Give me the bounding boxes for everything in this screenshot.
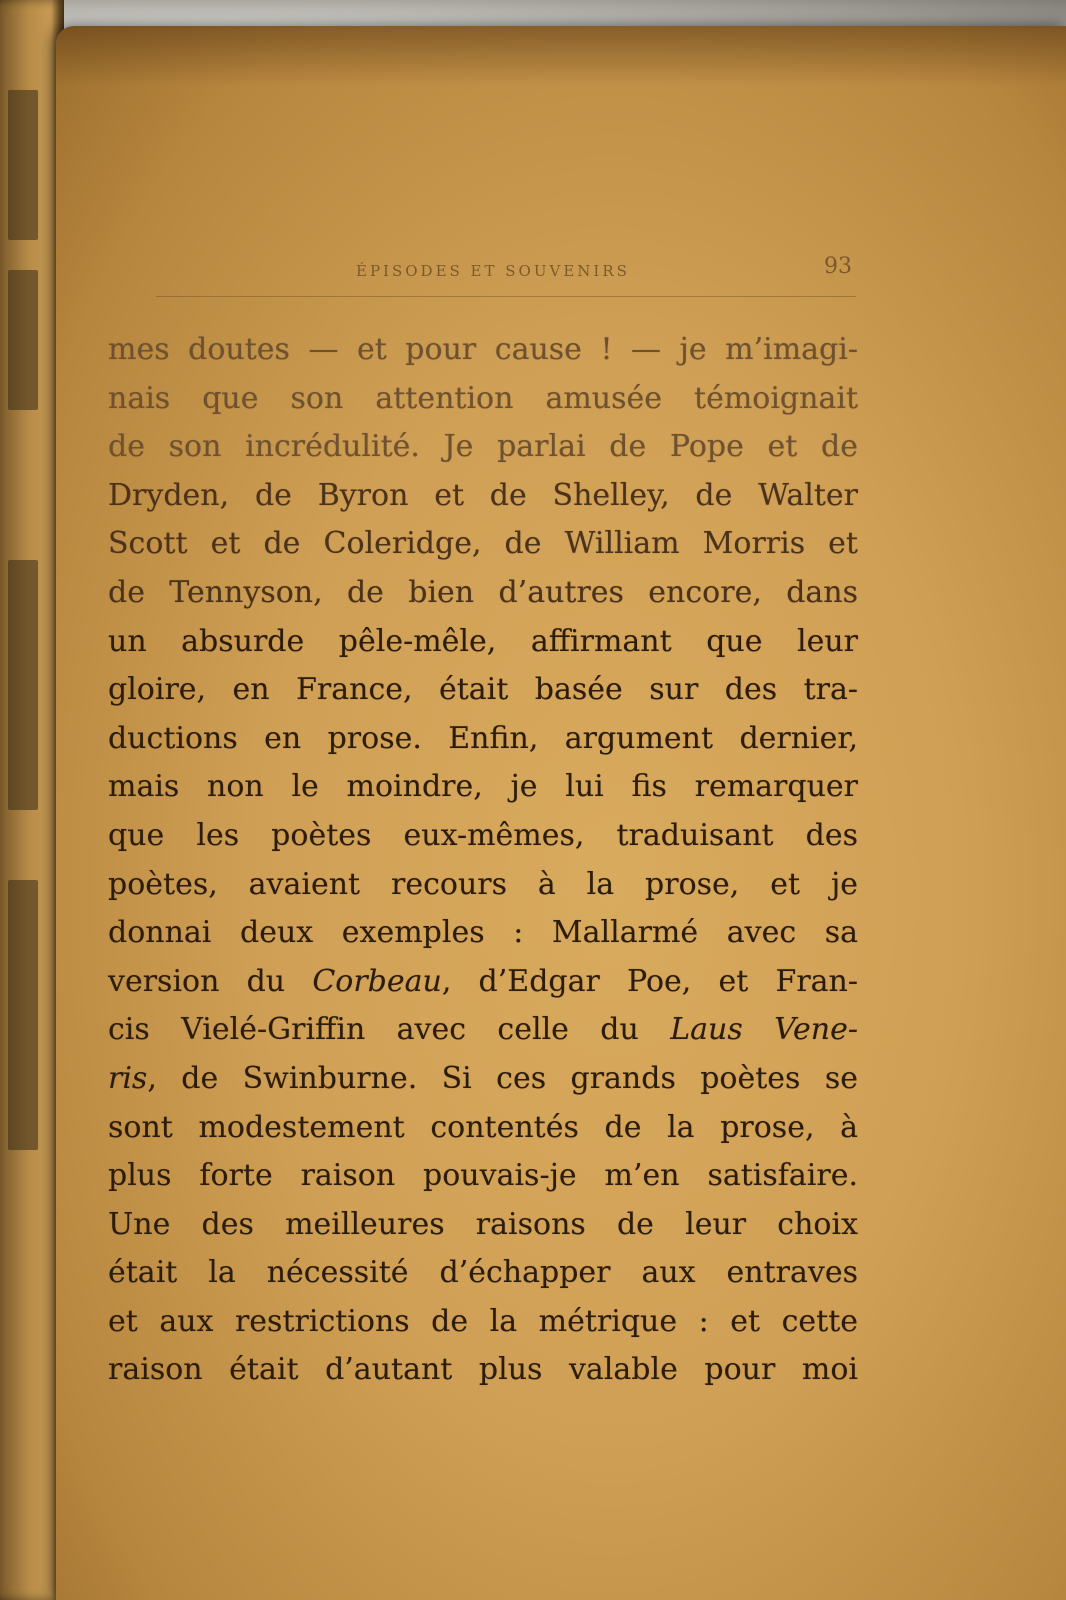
text-segment: mes doutes — et pour cause ! — je m’imagi- [108,332,858,367]
text-segment: que les poètes eux-mêmes, traduisant des [108,817,858,853]
text-line [108,1201,858,1250]
text-segment: donnai deux exemples : Mallarmé avec sa [108,915,858,951]
text-segment: gloire, en France, était basée sur des tra- [108,672,858,708]
text-line [108,569,858,618]
text-segment: , de Swinburne. Si ces grands poètes se [147,1060,858,1096]
text-line [108,958,858,1007]
header-rule [156,296,856,297]
text-line [108,715,858,764]
text-segment: de son incrédulité. Je parlai de Pope et de [108,429,858,465]
text-line [108,1006,858,1055]
italic-title: ris [108,1060,148,1096]
text-segment: mais non le moindre, je lui fis remarquer [108,769,858,805]
text-segment: Dryden, de Byron et de Shelley, de Walter [108,477,858,513]
text-line [108,1346,858,1395]
previous-page-print [8,560,38,810]
text-line [108,909,858,958]
text-line [108,861,858,910]
text-segment: ductions en prose. Enfin, argument dernier, [108,720,858,756]
text-segment: plus forte raison pouvais-je m’en satisfaire. [108,1158,858,1194]
running-head: ÉPISODES ET SOUVENIRS [356,262,630,280]
text-segment: cis Vielé-Griffin avec celle du [108,1012,671,1048]
italic-title: Corbeau [312,963,442,999]
text-segment: Une des meilleures raisons de leur choix [108,1206,858,1242]
previous-page-edge [0,0,64,1600]
text-segment: nais que son attention amusée témoignait [108,380,858,416]
text-segment: raison était d’autant plus valable pour moi [108,1352,858,1388]
text-line [108,423,858,472]
text-segment: Scott et de Coleridge, de William Morris et [108,526,858,562]
previous-page-print [8,270,38,410]
text-line [108,326,858,375]
text-line [108,618,858,667]
text-segment: de Tennyson, de bien d’autres encore, dans [108,574,858,610]
text-line [108,472,858,521]
previous-page-print [8,880,38,1150]
text-segment: un absurde pêle-mêle, affirmant que leur [108,623,858,659]
text-segment: était la nécessité d’échapper aux entraves [108,1255,858,1291]
book-page [56,26,1066,1600]
text-line [108,666,858,715]
previous-page-print [8,90,38,240]
text-line [108,520,858,569]
italic-title: Laus Vene- [670,1012,858,1048]
text-segment: sont modestement contentés de la prose, à [108,1109,858,1145]
text-line [108,763,858,812]
text-line [108,1152,858,1201]
text-segment: poètes, avaient recours à la prose, et je [108,866,858,902]
text-line [108,1249,858,1298]
text-segment: et aux restrictions de la métrique : et cette [108,1303,858,1339]
page-number: 93 [824,254,852,279]
text-line [108,1055,858,1104]
text-segment: , d’Edgar Poe, et Fran- [441,963,859,999]
text-line [108,375,858,424]
text-segment: version du [108,963,313,999]
text-line [108,1298,858,1347]
body-text [108,326,858,1395]
text-line [108,812,858,861]
text-line [108,1104,858,1153]
